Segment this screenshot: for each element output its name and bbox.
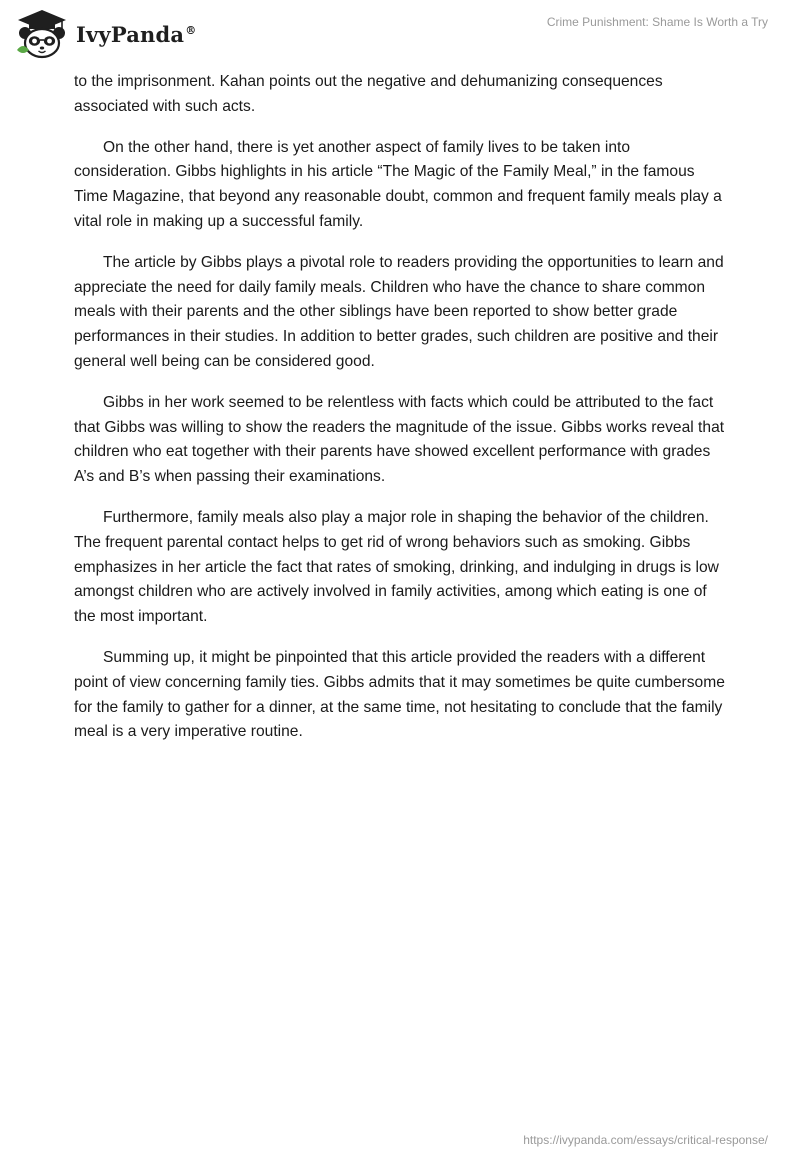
source-url-link[interactable]: https://ivypanda.com/essays/critical-response/	[523, 1133, 768, 1147]
ivypanda-logo[interactable]	[14, 8, 196, 60]
paragraph-1: to the imprisonment. Kahan points out the negative and dehumanizing consequences associated with such acts.	[74, 73, 663, 115]
panda-graduate-icon	[14, 8, 70, 60]
paragraph-2: On the other hand, there is yet another aspect of family lives to be taken into consideration. Gibbs highlights in his article “The Magic of the Family Meal,” in the famous Time Magazine, that beyond any reasonable doubt, common and frequent family meals play a vital role in making up a successful family.	[74, 138, 722, 230]
brand-name: IvyPanda®	[76, 21, 197, 47]
paragraph-3: The article by Gibbs plays a pivotal role to readers providing the opportunities to learn and appreciate the need for daily family meals. Children who have the chance to share common meals with their parents and the other siblings have been reported to show better grade performances in their studies. In addition to better grades, such children are positive and their general well being can be considered good.	[74, 253, 724, 370]
document-title: Crime Punishment: Shame Is Worth a Try	[546, 15, 768, 29]
essay-body	[74, 70, 726, 761]
page-header	[0, 0, 800, 70]
paragraph-4: Gibbs in her work seemed to be relentless with facts which could be attributed to the fact that Gibbs was willing to show the readers the magnitude of the issue. Gibbs works reveal that children who eat together with their parents have showed excellent performance with grades A’s and B’s when passing their examinations.	[74, 393, 725, 486]
paragraph-5: Furthermore, family meals also play a major role in shaping the behavior of the children. The frequent parental contact helps to get rid of wrong behaviors such as smoking. Gibbs emphasizes in her article the fact that rates of smoking, drinking, and indulging in drugs is low amongst children who are actively involved in family activities, among which eating is one of the most important.	[74, 508, 719, 626]
paragraph-6: Summing up, it might be pinpointed that this article provided the readers with a different point of view concerning family ties. Gibbs admits that it may sometimes be quite cumbersome for the family to gather for a dinner, at the same time, not hesitating to conclude that the family meal is a very imperative routine.	[74, 648, 725, 741]
registered-mark: ®	[185, 23, 197, 37]
